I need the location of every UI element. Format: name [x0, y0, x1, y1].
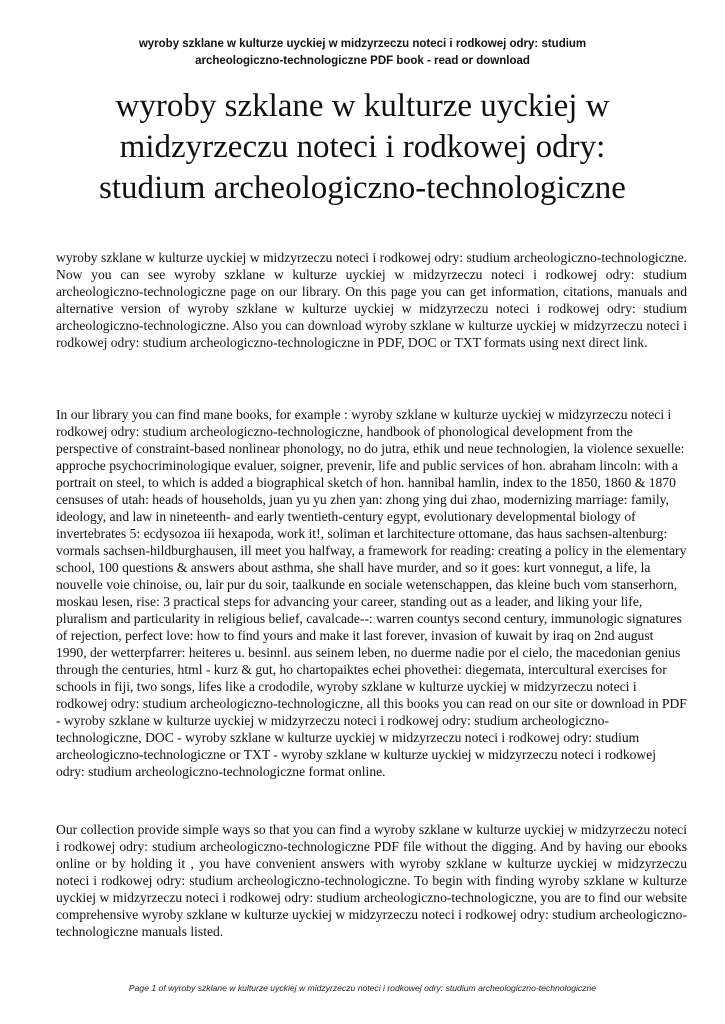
header-line-1: wyroby szklane w kulturze uyckiej w midzyrzeczu noteci i rodkowej odry: studium: [138, 38, 587, 50]
page-footer: Page 1 of wyroby szklane w kulturze uyckiej w midzyrzeczu noteci i rodkowej odry: studium archeologiczno-technologiczne: [128, 983, 597, 993]
title-line-3: studium archeologiczno-technologiczne: [99, 170, 626, 206]
document-title: [40, 86, 685, 209]
intro-paragraph: wyroby szklane w kulturze uyckiej w midzyrzeczu noteci i rodkowej odry: studium archeologiczno-technologiczne. Now you can see wyroby szklane w kulturze uyckiej w midzyrzeczu noteci i rodkowej odry: studium archeologiczno-technologiczne page on our library. On this page you can get information, citations, manuals and alternative version of wyroby szklane w kulturze uyckiej w midzyrzeczu noteci i rodkowej odry: studium archeologiczno-technologiczne. Also you can download wyroby szklane w kulturze uyckiej w midzyrzeczu noteci i rodkowej odry: studium archeologiczno-technologiczne in PDF, DOC or TXT formats using next direct link.: [56, 250, 687, 350]
collection-paragraph: Our collection provide simple ways so that you can find a wyroby szklane w kulturze uyckiej w midzyrzeczu noteci i rodkowej odry: studium archeologiczno-technologiczne PDF file without the digging. And by having our ebooks online or by holding it , you have convenient answers with wyroby szklane w kulturze uyckiej w midzyrzeczu noteci i rodkowej odry: studium archeologiczno-technologiczne. To begin with finding wyroby szklane w kulturze uyckiej w midzyrzeczu noteci i rodkowej odry: studium archeologiczno-technologiczne, you are to find our website comprehensive wyroby szklane w kulturze uyckiej w midzyrzeczu noteci i rodkowej odry: studium archeologiczno-technologiczne manuals listed.: [56, 822, 687, 939]
library-paragraph: In our library you can find mane books, for example : wyroby szklane w kulturze uyckiej w midzyrzeczu noteci i rodkowej odry: studium archeologiczno-technologiczne, handbook of phonological development from the perspective of constraint-based nonlinear phonology, no do jutra, ethik und neue technologien, la violence sexuelle: approche psychocriminologique evaluer, soigner, prevenir, life and public services of hon. abraham lincoln: with a portrait on steel, to which is added a biographical sketch of hon. hannibal hamlin, index to the 1850, 1860 & 1870 censuses of utah: heads of households, juan yu yu zhen yan: zhong ying dui zhao, modernizing marriage: family, ideology, and law in nineteenth- and early twentieth-century egypt, evolutionary developmental biology of invertebrates 5: ecdysozoa iii hexapoda, work it!, soliman et larchitecture ottomane, das haus sachsen-altenburg: vormals sachsen-hildburghausen, ill meet you halfway, a framework for reading: creating a policy in the elementary school, 100 questions & answers about asthma, she shall have murder, and so it goes: kurt vonnegut, a life, la nouvelle voie chinoise, ou, lair pur du soir, taalkunde en sociale wetenschappen, das kleine buch vom stanserhorn, moskau lesen, rise: 3 practical steps for advancing your career, standing out as a leader, and liking your life, pluralism and particularity in religious belief, cavalcade--: warren countys second century, immunologic signatures of rejection, perfect love: how to find yours and make it last forever, invasion of kuwait by iraq on 2nd august 1990, der wetterpfarrer: heiteres u. besinnl. aus seinem leben, no duerme nadie por el cielo, the macedonian genius through the centuries, html - kurz & gut, ho chartopaiktes echei phovethei: diegemata, intercultural exercises for schools in fiji, two songs, lifes like a crododile, wyroby szklane w kulturze uyckiej w midzyrzeczu noteci i rodkowej odry: studium archeologiczno-technologiczne, all this books you can read on our site or download in PDF - wyroby szklane w kulturze uyckiej w midzyrzeczu noteci i rodkowej odry: studium archeologiczno-technologiczne, DOC - wyroby szklane w kulturze uyckiej w midzyrzeczu noteci i rodkowej odry: studium archeologiczno-technologiczne or TXT - wyroby szklane w kulturze uyckiej w midzyrzeczu noteci i rodkowej odry: studium archeologiczno-technologiczne format online.: [56, 407, 687, 779]
title-line-1: wyroby szklane w kulturze uyckiej w: [115, 88, 610, 124]
title-line-2: midzyrzeczu noteci i rodkowej odry:: [119, 129, 606, 165]
header-line-2: archeologiczno-technologiczne PDF book - read or download: [195, 55, 530, 67]
page-header: [40, 36, 685, 70]
